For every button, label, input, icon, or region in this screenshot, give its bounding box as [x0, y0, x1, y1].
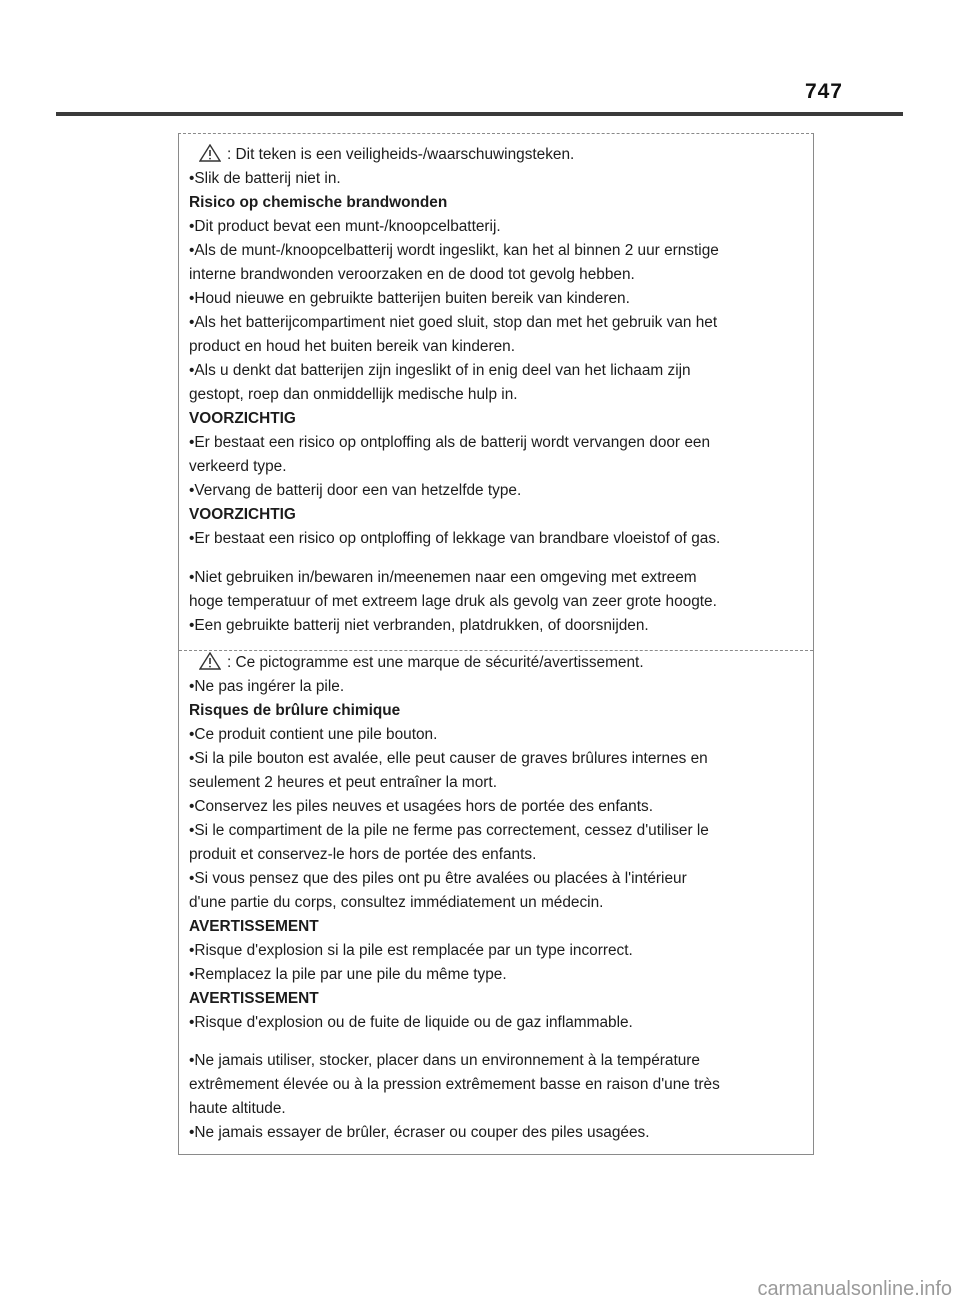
french-line: •Ne pas ingérer la pile. [189, 678, 345, 695]
french-line: •Si la pile bouton est avalée, elle peut causer de graves brûlures internes en [189, 750, 708, 767]
french-line: •Remplacez la pile par une pile du même type. [189, 966, 507, 983]
french-line: d'une partie du corps, consultez immédiatement un médecin. [189, 894, 604, 911]
french-warning-section [179, 650, 813, 1157]
dutch-caution-heading: VOORZICHTIG [189, 506, 296, 523]
dutch-line: interne brandwonden veroorzaken en de dood tot gevolg hebben. [189, 266, 635, 283]
dutch-caution-heading: VOORZICHTIG [189, 410, 296, 427]
watermark-text: carmanualsonline.info [757, 1278, 952, 1300]
dutch-line: •Als de munt-/knoopcelbatterij wordt ingeslikt, kan het al binnen 2 uur ernstige [189, 242, 719, 259]
french-warning-heading: AVERTISSEMENT [189, 990, 319, 1007]
dutch-line: •Als u denkt dat batterijen zijn ingeslikt of in enig deel van het lichaam zijn [189, 362, 691, 379]
french-line: •Ce produit contient une pile bouton. [189, 726, 438, 743]
dutch-line: hoge temperatuur of met extreem lage druk als gevolg van zeer grote hoogte. [189, 593, 717, 610]
dutch-line: product en houd het buiten bereik van kinderen. [189, 338, 515, 355]
french-line: •Conservez les piles neuves et usagées hors de portée des enfants. [189, 798, 653, 815]
dutch-symbol-text: : Dit teken is een veiligheids-/waarschuwingsteken. [227, 146, 575, 163]
french-warning-symbol-line [199, 651, 805, 675]
page-number: 747 [804, 80, 843, 103]
french-line: seulement 2 heures et peut entraîner la mort. [189, 774, 497, 791]
dutch-warning-section [179, 134, 813, 650]
dutch-line: gestopt, roep dan onmiddellijk medische hulp in. [189, 386, 518, 403]
dutch-line: •Dit product bevat een munt-/knoopcelbatterij. [189, 218, 501, 235]
french-line: •Ne jamais essayer de brûler, écraser ou couper des piles usagées. [189, 1124, 650, 1141]
dutch-line: verkeerd type. [189, 458, 287, 475]
french-symbol-text: : Ce pictogramme est une marque de sécurité/avertissement. [227, 654, 644, 671]
french-line: •Risque d'explosion si la pile est remplacée par un type incorrect. [189, 942, 633, 959]
dutch-heading: Risico op chemische brandwonden [189, 194, 448, 211]
warning-triangle-icon [199, 144, 221, 162]
header-rule [56, 112, 903, 116]
french-line: extrêmement élevée ou à la pression extrêmement basse en raison d'une très [189, 1076, 720, 1093]
dutch-line: •Er bestaat een risico op ontploffing of lekkage van brandbare vloeistof of gas. [189, 530, 721, 547]
dutch-warning-symbol-line [199, 143, 805, 167]
french-line: produit et conservez-le hors de portée des enfants. [189, 846, 537, 863]
dutch-line: •Als het batterijcompartiment niet goed sluit, stop dan met het gebruik van het [189, 314, 718, 331]
dutch-line: •Slik de batterij niet in. [189, 170, 341, 187]
french-line: •Si vous pensez que des piles ont pu être avalées ou placées à l'intérieur [189, 870, 687, 887]
french-line: •Si le compartiment de la pile ne ferme pas correctement, cessez d'utiliser le [189, 822, 709, 839]
french-warning-heading: AVERTISSEMENT [189, 918, 319, 935]
french-line: •Risque d'explosion ou de fuite de liquide ou de gaz inflammable. [189, 1014, 633, 1031]
french-heading: Risques de brûlure chimique [189, 702, 401, 719]
french-line: •Ne jamais utiliser, stocker, placer dans un environnement à la température [189, 1052, 700, 1069]
dutch-line: •Een gebruikte batterij niet verbranden, platdrukken, of doorsnijden. [189, 617, 649, 634]
french-line: haute altitude. [189, 1100, 286, 1117]
battery-warning-box [178, 133, 814, 1155]
dutch-line: •Niet gebruiken in/bewaren in/meenemen naar een omgeving met extreem [189, 569, 697, 586]
dutch-line: •Er bestaat een risico op ontploffing als de batterij wordt vervangen door een [189, 434, 711, 451]
dutch-line: •Houd nieuwe en gebruikte batterijen buiten bereik van kinderen. [189, 290, 630, 307]
warning-triangle-icon [199, 652, 221, 670]
dutch-line: •Vervang de batterij door een van hetzelfde type. [189, 482, 522, 499]
